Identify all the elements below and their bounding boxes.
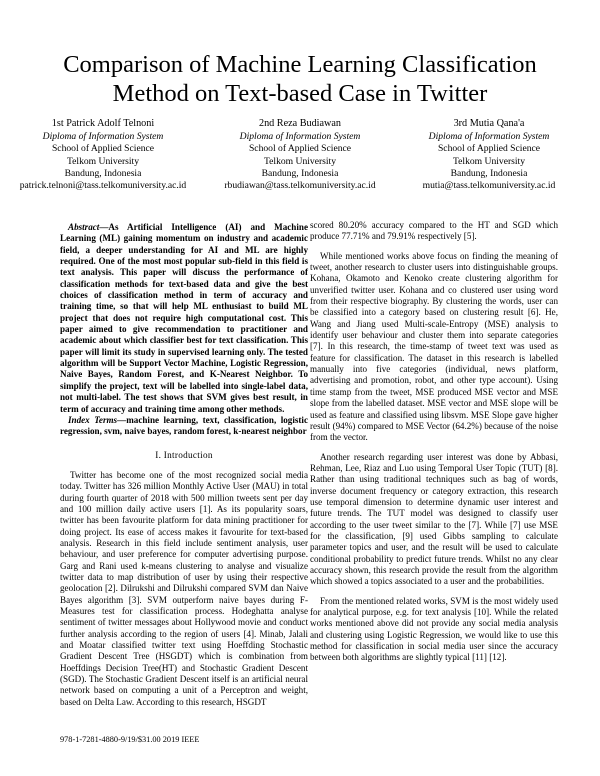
author-division: Diploma of Information System (42, 131, 164, 143)
author-city: Bandung, Indonesia (450, 167, 528, 179)
right-column (310, 220, 558, 672)
author-university: Telkom University (452, 155, 526, 167)
author-2 (205, 118, 395, 192)
author-email: rbudiawan@tass.telkomuniversity.ac.id (224, 180, 376, 192)
author-name: 2nd Reza Budiawan (258, 118, 342, 129)
index-terms-text: —machine learning, text, classification, logistic regression, svm, naive bayes, random forest, k-nearest neighbor (60, 414, 308, 437)
abstract-text: —As Artificial Intelligence (AI) and Machine Learning (ML) gaining momentum on industry and academic field, a deeper understanding for AI and ML are highly required. One of the most most popular sub-field in this field is text analysis. This paper will discuss the performance of classification methods for text-based data and give the best choices of classification method in term of accuracy and training time, so that will help ML enthusiast to build ML project that does not require high computational cost. This paper aimed to give recommendation to practitioner and academic about which classifier best for text classification. This paper will limit its study in supervised learning only. The tested algorithm will be Support Vector Machine, Logistic Regression, Naive Bayes, Random Forest, and K-Nearest Neighbor. To simplify the project, text will be labelled into single-label data, not multi-label. The test shows that SVM gives best result, in term of accuracy and training time among other methods. (60, 222, 308, 414)
author-1 (8, 118, 198, 192)
copyright-footer: 978-1-7281-4880-9/19/$31.00 2019 IEEE (60, 735, 200, 744)
section-heading: I. Introduction (155, 449, 213, 460)
index-terms-label: Index Terms (68, 414, 118, 425)
author-city: Bandung, Indonesia (261, 167, 339, 179)
author-email: mutia@tass.telkomuniversity.ac.id (422, 180, 556, 192)
paragraph: Another research regarding user interest was done by Abbasi, Rehman, Lee, Riaz and Luo using Temporal User Topic (TUT) [8]. Rather than using traditional techniques such as bag of words, inverse document frequency or category extraction, this research use temporal dimension to determine dynamic user interest and future trends. The TUT model was designed to classify user according to the user tweet similar to the [7]. While [7] use MSE for the classification, [9] used Gibbs sampling to calculate parameter topics and user, and the result will be used to calculate conditional probability to predict future trends. Whilst no any clear accuracy shown, this research provide the result from the algorithm which showed a topics associated to a user and the probabilities. (310, 451, 558, 587)
paper-title (0, 50, 600, 108)
author-3 (394, 118, 584, 192)
index-terms (60, 415, 308, 438)
title-line-2: Method on Text-based Case in Twitter (112, 80, 488, 107)
author-city: Bandung, Indonesia (64, 167, 142, 179)
left-column (60, 222, 308, 716)
intro-paragraph: Twitter has become one of the most recognized social media today. Twitter has 326 million Monthly Active User (MAU) in total during fourth quarter of 2018 with 500 million tweets sent per day and 100 million daily active users [1]. As its popularity soars, twitter has been favourite platform for data mining practitioner for doing project. Its ease of access makes it favourite for text-based analysis. Research in this field include sentiment analysis, user behaviour, and user preference for computer advertising purpose. Garg and Rani used k-means clustering to analyse and visualize twitter data to map distribution of user by using their respective geolocation [2]. Dilrukshi and Dilrukshi compared SVM dan Naive Bayes algorithm [3]. SVM outperform naive bayes during F-Measures test for classification process. Hodeghatta analyse sentiment of twitter messages about Hollywood movie and conduct further analysis according to the region of users [4]. Minab, Jalali and Moatar classified twitter text using Hoeffding Stochastic Gradient Descent Tree (HSGDT) which is combination from Hoeffdings Decision Tree(HT) and Stochastic Gradient Descent (SGD). The Stochastic Gradient Descent itself is an artificial neural network based on computing a unit of a Perceptron and weight, based on Delta Law. According to this research, HSGDT (60, 469, 308, 707)
author-email: patrick.telnoni@tass.telkomuniversity.ac.id (19, 180, 187, 192)
paragraph: While mentioned works above focus on finding the meaning of tweet, another research to cluster users into distinguishable groups. Kohana, Okamoto and Kenoko create clustering algorithm for unverified twitter user. Kohana and co clustered user using word from their respective biography. By clustering the words, user can be classified into a category based on clustering result [6]. He, Wang and Jiang used Multi-scale-Entropy (MSE) analysis to identify user behaviour and cluster them into separate categories [7]. In this research, the time-stamp of tweet text was used as feature for classification. The dataset in this research is labelled manually into five categories (individual, news platform, advertising and promotion, robot, and other type account). Using time stamp from the tweet, MSE produced MSE vector and MSE slope from the labelled dataset. MSE vector and MSE slope will be used as feature and classified using libsvm. MSE Slope gave higher result (94%) compared to MSE Vector (64.2%) because of the noise from the vector. (310, 250, 558, 443)
author-school: School of Applied Science (437, 143, 541, 155)
author-division: Diploma of Information System (428, 131, 550, 143)
paragraph: From the mentioned related works, SVM is the most widely used for analytical purpose, e.g. for text analysis [10]. While the related works mentioned above did not provide any social media analysis and clustering using Logistic Regression, we would like to use this method for classification in social media user since the accuracy between both algorithms are slightly typical [11] [12]. (310, 595, 558, 663)
author-division: Diploma of Information System (239, 131, 361, 143)
abstract (60, 222, 308, 415)
title-line-1: Comparison of Machine Learning Classification (63, 51, 537, 78)
author-name: 1st Patrick Adolf Telnoni (51, 118, 155, 129)
author-university: Telkom University (263, 155, 337, 167)
author-name: 3rd Mutia Qana'a (453, 118, 525, 129)
author-school: School of Applied Science (51, 143, 155, 155)
author-school: School of Applied Science (248, 143, 352, 155)
paragraph-continued: scored 80.20% accuracy compared to the HT and SGD which produce 77.71% and 79.91% respectively [5]. (310, 220, 558, 242)
abstract-label: Abstract (68, 222, 100, 232)
author-university: Telkom University (66, 155, 140, 167)
